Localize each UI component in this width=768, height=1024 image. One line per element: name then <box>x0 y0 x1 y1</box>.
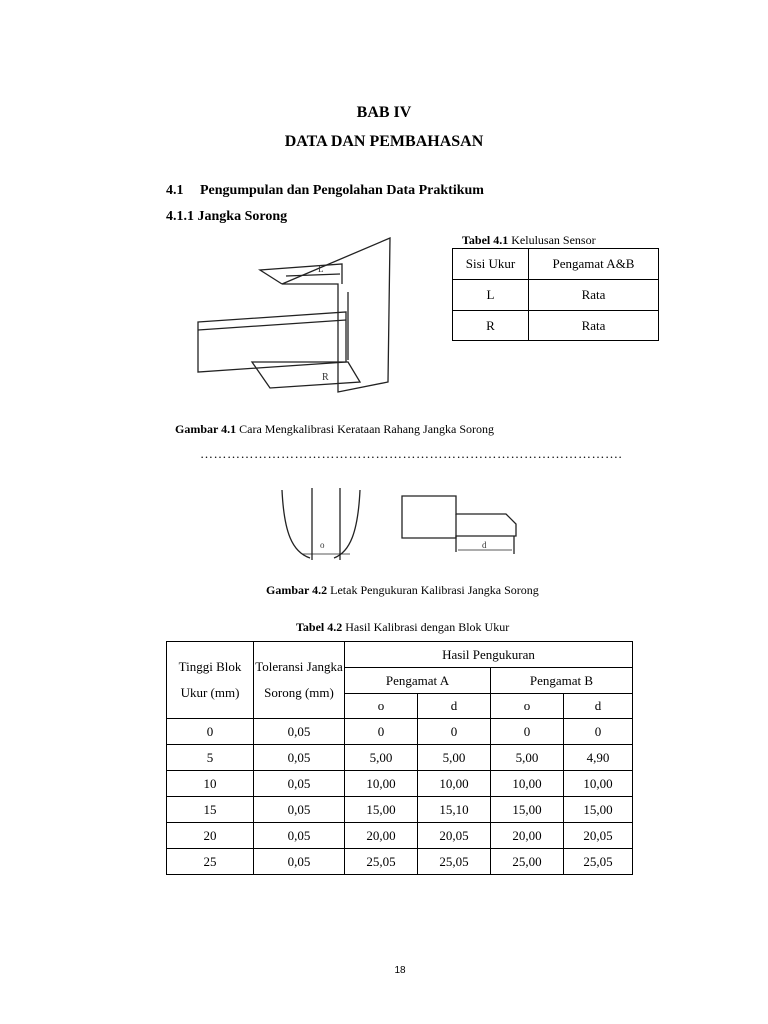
table2-cell: 25,00 <box>491 849 564 875</box>
table1-header-sisi: Sisi Ukur <box>453 249 529 280</box>
table1-cell: Rata <box>529 280 659 311</box>
table2-cell: 20,05 <box>564 823 633 849</box>
table2-cell: 10,00 <box>564 771 633 797</box>
observer-a-header: Pengamat A <box>345 668 491 694</box>
observer-b-header: Pengamat B <box>491 668 633 694</box>
table2-cell: 0 <box>345 719 418 745</box>
table2-cell: 15,10 <box>418 797 491 823</box>
sub-header-d: d <box>418 694 491 719</box>
table-row <box>167 849 633 875</box>
table2-cell: 10,00 <box>418 771 491 797</box>
group-header: Hasil Pengukuran <box>345 642 633 668</box>
table2-cell: 20,00 <box>491 823 564 849</box>
table2-cell: 25 <box>167 849 254 875</box>
caliper-jaw-figure <box>190 232 400 402</box>
table2-cell: 20 <box>167 823 254 849</box>
table2-cell: 5 <box>167 745 254 771</box>
table2-cell: 0 <box>491 719 564 745</box>
table-4-1 <box>452 248 659 341</box>
sub-header-d: d <box>564 694 633 719</box>
table2-cell: 5,00 <box>345 745 418 771</box>
section-title: Pengumpulan dan Pengolahan Data Praktikum <box>200 183 484 198</box>
col-toleransi-header: Toleransi Jangka Sorong (mm) <box>254 642 345 719</box>
page-number: 18 <box>394 965 406 976</box>
mark-d: d <box>482 540 487 550</box>
table1-header-pengamat: Pengamat A&B <box>529 249 659 280</box>
table2-cell: 15,00 <box>491 797 564 823</box>
table1-cell: Rata <box>529 311 659 341</box>
jaw-mark-r: R <box>322 372 329 383</box>
table1-caption: Tabel 4.1 Kelulusan Sensor <box>462 233 596 247</box>
table2-cell: 15,00 <box>345 797 418 823</box>
table-row <box>167 797 633 823</box>
mark-o: o <box>320 540 325 550</box>
col-tinggi-header: Tinggi Blok Ukur (mm) <box>167 642 254 719</box>
chapter-heading: BAB IV <box>356 104 412 121</box>
table2-cell: 0 <box>564 719 633 745</box>
figure1-caption: Gambar 4.1 Cara Mengkalibrasi Kerataan Rahang Jangka Sorong <box>175 422 495 436</box>
table2-cell: 0 <box>167 719 254 745</box>
table-row <box>167 771 633 797</box>
table-row <box>167 823 633 849</box>
table2-cell: 5,00 <box>418 745 491 771</box>
table-row <box>453 280 659 311</box>
table2-cell: 25,05 <box>418 849 491 875</box>
sub-header-o: o <box>345 694 418 719</box>
table2-cell: 20,00 <box>345 823 418 849</box>
chapter-title: DATA DAN PEMBAHASAN <box>284 133 484 150</box>
measurement-position-figure <box>262 482 522 572</box>
subsection-title: 4.1.1 Jangka Sorong <box>166 209 288 224</box>
table2-cell: 0,05 <box>254 719 345 745</box>
table1-cell: R <box>453 311 529 341</box>
table-row <box>167 745 633 771</box>
table2-caption: Tabel 4.2 Hasil Kalibrasi dengan Blok Ukur <box>296 620 510 634</box>
table2-cell: 0,05 <box>254 771 345 797</box>
table2-cell: 4,90 <box>564 745 633 771</box>
section-number: 4.1 <box>166 183 184 198</box>
table-row <box>167 719 633 745</box>
table1-cell: L <box>453 280 529 311</box>
dotted-line: …………………………………………………………………………………. <box>200 446 623 461</box>
table2-cell: 0,05 <box>254 745 345 771</box>
table2-cell: 25,05 <box>564 849 633 875</box>
figure2-caption: Gambar 4.2 Letak Pengukuran Kalibrasi Jangka Sorong <box>266 583 539 597</box>
table2-cell: 15 <box>167 797 254 823</box>
table2-cell: 5,00 <box>491 745 564 771</box>
table2-cell: 0,05 <box>254 849 345 875</box>
table-4-2 <box>166 641 633 875</box>
jaw-mark-l: L <box>318 264 324 274</box>
sub-header-o: o <box>491 694 564 719</box>
table2-cell: 20,05 <box>418 823 491 849</box>
table2-cell: 10 <box>167 771 254 797</box>
table-row <box>453 311 659 341</box>
table2-cell: 15,00 <box>564 797 633 823</box>
table2-cell: 10,00 <box>345 771 418 797</box>
table2-cell: 0,05 <box>254 823 345 849</box>
table2-cell: 10,00 <box>491 771 564 797</box>
table2-cell: 0 <box>418 719 491 745</box>
table2-cell: 25,05 <box>345 849 418 875</box>
table2-cell: 0,05 <box>254 797 345 823</box>
